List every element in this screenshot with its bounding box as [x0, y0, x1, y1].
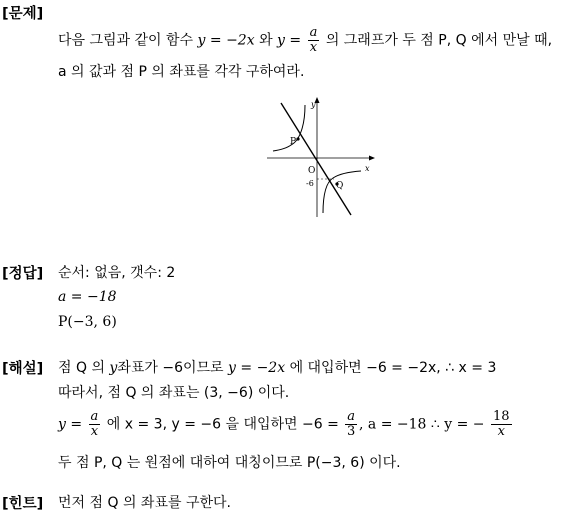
label-y: y: [311, 100, 316, 109]
label-o: O: [308, 166, 316, 176]
answer-line-2: a = −18: [58, 289, 117, 305]
hint-tag: [힌트]: [2, 496, 44, 512]
solution-text-1a: 점 Q 의: [58, 360, 105, 376]
problem-text-1b: 와: [259, 32, 273, 49]
problem-line-2: a 의 값과 점 P 의 좌표를 각각 구하여라.: [58, 64, 305, 80]
x-axis-arrow-icon: [369, 156, 375, 161]
solution-text-3-mid: 에 x = 3, y = −6 을 대입하면 −6 =: [106, 416, 339, 433]
problem-line-1: [58, 26, 552, 55]
solution-line-4: 두 점 P, Q 는 원점에 대하여 대칭이므로 P(−3, 6) 이다.: [58, 455, 401, 471]
hyperbola-right-branch: [323, 171, 361, 213]
point-p: [296, 137, 299, 140]
solution-text-1c: 좌표가 −6이므로: [117, 360, 224, 376]
solution-tag: [해설]: [2, 361, 44, 377]
problem-text-1c: 의 그래프가 두 점 P, Q 에서 만날 때,: [325, 32, 553, 49]
label-q: Q: [336, 181, 344, 191]
problem-eq-2-lhs: y =: [277, 32, 302, 49]
line-y-minus-2x: [281, 103, 351, 215]
problem-fraction: $\frac{a}{x}$: [309, 25, 318, 55]
solution-text-1b: y: [109, 360, 118, 376]
solution-fraction-1: $\frac{a}{x}$: [90, 409, 99, 439]
graph-figure: [265, 95, 381, 220]
solution-text-3-end: , a = −18 ∴ y = −: [359, 416, 485, 433]
hint-line-1: 먼저 점 Q 의 좌표를 구한다.: [58, 495, 231, 511]
answer-tag: [정답]: [2, 266, 44, 282]
solution-text-1e: 에 대입하면 −6 = −2x, ∴ x = 3: [289, 360, 497, 376]
problem-tag: [문제]: [2, 6, 44, 22]
problem-text-1a: 다음 그림과 같이 함수: [58, 32, 194, 49]
label-x: x: [365, 164, 370, 173]
solution-line-1: [58, 357, 496, 377]
solution-text-3-lhs: y =: [58, 416, 83, 433]
problem-eq-1: y = −2x: [197, 32, 255, 49]
answer-line-1: 순서: 없음, 갯수: 2: [58, 265, 176, 281]
solution-line-2: 따라서, 점 Q 의 좌표는 (3, −6) 이다.: [58, 385, 290, 401]
solution-line-3: [58, 410, 514, 439]
solution-text-1d: y = −2x: [228, 360, 286, 376]
answer-line-3: P(−3, 6): [58, 314, 117, 330]
solution-fraction-2: $\frac{a}{3}$: [347, 409, 356, 439]
label-minus6: -6: [306, 179, 314, 188]
hyperbola-left-branch: [273, 105, 305, 151]
label-p: P: [290, 137, 297, 147]
solution-fraction-3: $\frac{18}{x}$: [493, 409, 510, 439]
